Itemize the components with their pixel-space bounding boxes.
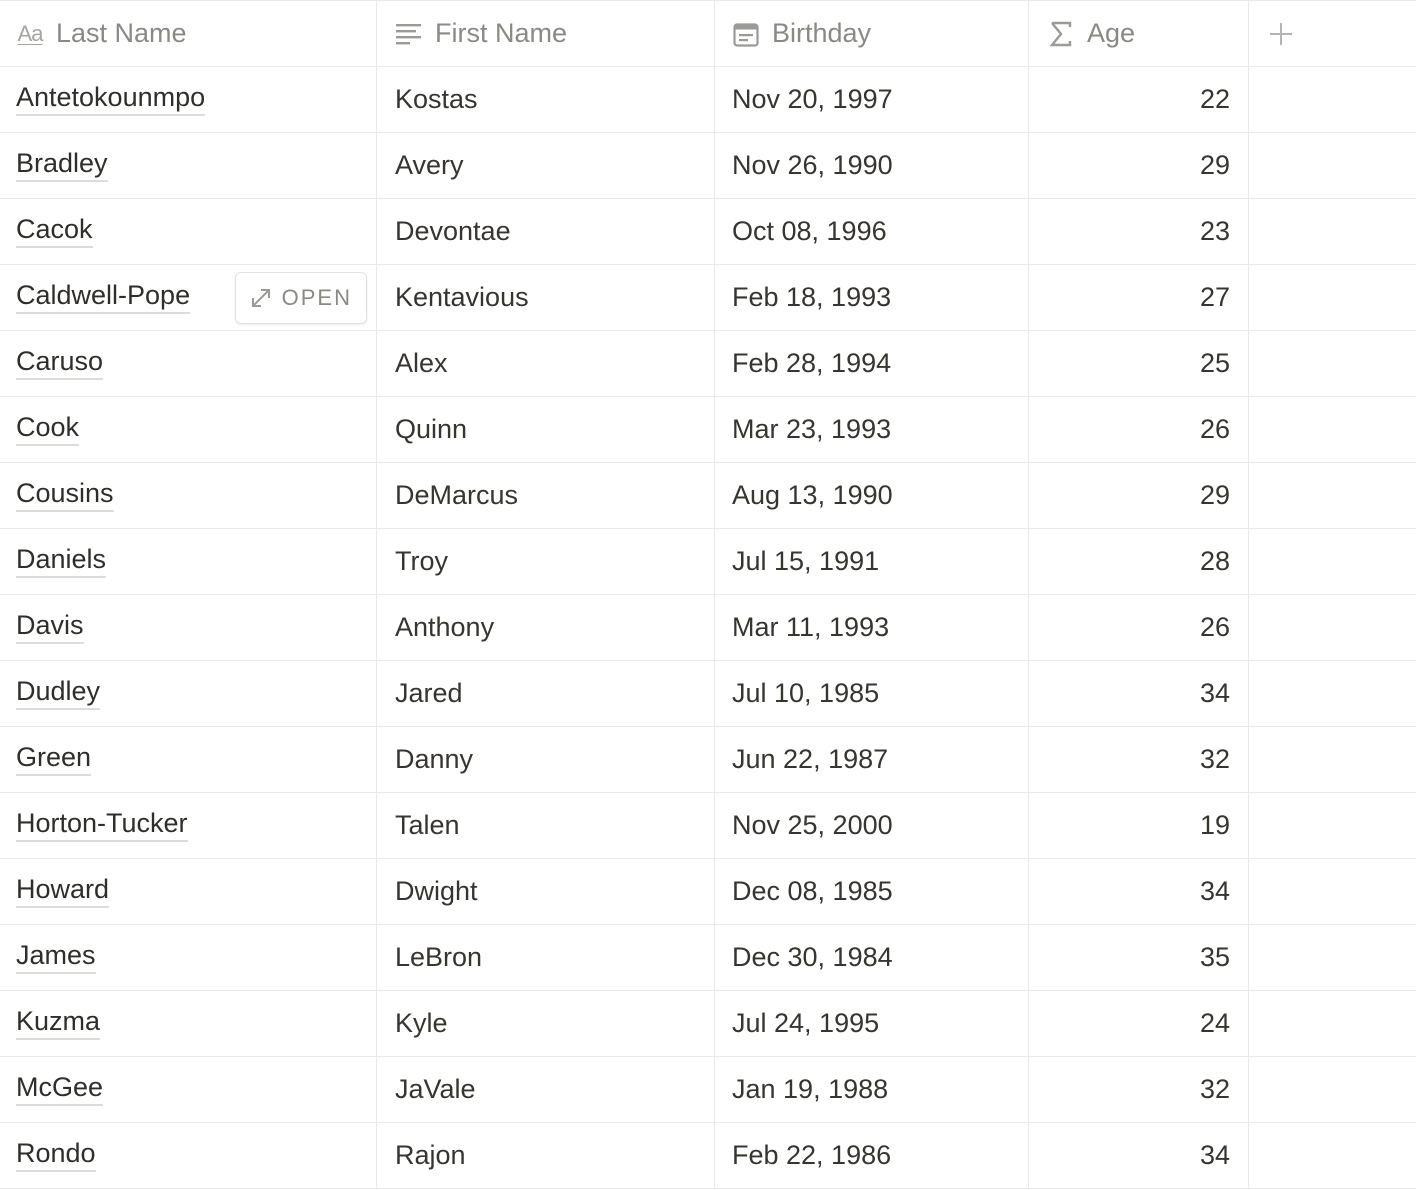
table-row[interactable] <box>0 397 1416 463</box>
cell-age[interactable] <box>1029 199 1249 264</box>
first-name-text: Devontae <box>395 215 511 246</box>
age-value: 32 <box>1199 1073 1230 1104</box>
column-header-last-name[interactable] <box>0 1 377 66</box>
column-header-label: Last Name <box>56 17 187 48</box>
cell-age[interactable] <box>1029 991 1249 1056</box>
table-row[interactable] <box>0 331 1416 397</box>
cell-age[interactable] <box>1029 859 1249 924</box>
cell-empty <box>1249 1123 1416 1188</box>
row-title-link[interactable]: Bradley <box>16 149 108 182</box>
cell-empty <box>1249 265 1416 330</box>
age-value: 19 <box>1199 809 1230 840</box>
birthday-text: Mar 11, 1993 <box>732 611 890 642</box>
column-header-age[interactable] <box>1029 1 1249 66</box>
age-value: 34 <box>1199 1139 1230 1170</box>
cell-empty <box>1249 925 1416 990</box>
first-name-text: Rajon <box>395 1139 466 1170</box>
birthday-text: Nov 26, 1990 <box>732 149 893 180</box>
first-name-text: Troy <box>395 545 448 576</box>
cell-birthday[interactable] <box>715 859 1029 924</box>
cell-empty <box>1249 67 1416 132</box>
birthday-text: Feb 28, 1994 <box>732 347 892 378</box>
cell-empty <box>1249 463 1416 528</box>
age-value: 25 <box>1199 347 1230 378</box>
table-row[interactable] <box>0 661 1416 727</box>
table-row[interactable] <box>0 991 1416 1057</box>
cell-age[interactable] <box>1029 595 1249 660</box>
cell-birthday[interactable] <box>715 727 1029 792</box>
table-row[interactable] <box>0 1057 1416 1123</box>
table-row[interactable] <box>0 199 1416 265</box>
first-name-text: Kentavious <box>395 281 529 312</box>
cell-birthday[interactable] <box>715 1057 1029 1122</box>
first-name-text: Alex <box>395 347 448 378</box>
age-value: 27 <box>1199 281 1230 312</box>
cell-first-name[interactable] <box>377 199 715 264</box>
cell-first-name[interactable] <box>377 661 715 726</box>
table-row[interactable] <box>0 727 1416 793</box>
cell-empty <box>1249 727 1416 792</box>
birthday-text: Jul 24, 1995 <box>732 1007 880 1038</box>
row-title-link[interactable]: Kuzma <box>16 1007 100 1040</box>
cell-birthday[interactable] <box>715 661 1029 726</box>
cell-first-name[interactable] <box>377 463 715 528</box>
first-name-text: Kostas <box>395 83 478 114</box>
open-page-button[interactable] <box>235 272 367 324</box>
age-value: 28 <box>1199 545 1230 576</box>
first-name-text: Dwight <box>395 875 478 906</box>
column-header-label: Age <box>1087 17 1136 48</box>
table-row[interactable] <box>0 463 1416 529</box>
plus-icon[interactable] <box>1269 22 1293 46</box>
add-column-button[interactable] <box>1249 1 1416 66</box>
cell-birthday[interactable] <box>715 67 1029 132</box>
cell-last-name[interactable] <box>0 991 377 1056</box>
cell-last-name[interactable] <box>0 133 377 198</box>
first-name-text: Anthony <box>395 611 495 642</box>
sigma-icon <box>1047 20 1075 48</box>
table-row[interactable] <box>0 925 1416 991</box>
table-row[interactable] <box>0 793 1416 859</box>
age-value: 29 <box>1199 149 1230 180</box>
cell-last-name[interactable] <box>0 727 377 792</box>
birthday-text: Jun 22, 1987 <box>732 743 889 774</box>
cell-first-name[interactable] <box>377 859 715 924</box>
cell-birthday[interactable] <box>715 991 1029 1056</box>
cell-first-name[interactable] <box>377 1123 715 1188</box>
cell-last-name[interactable] <box>0 859 377 924</box>
cell-birthday[interactable] <box>715 397 1029 462</box>
row-title-link[interactable]: McGee <box>16 1073 103 1106</box>
birthday-text: Feb 18, 1993 <box>732 281 892 312</box>
column-header-label: Birthday <box>772 17 872 48</box>
row-title-link[interactable]: Green <box>16 743 91 776</box>
first-name-text: Danny <box>395 743 474 774</box>
row-title-link[interactable]: Cousins <box>16 479 114 512</box>
birthday-text: Nov 25, 2000 <box>732 809 893 840</box>
row-title-link[interactable]: Daniels <box>16 545 106 578</box>
cell-first-name[interactable] <box>377 727 715 792</box>
cell-last-name[interactable] <box>0 595 377 660</box>
column-header-first-name[interactable] <box>377 1 715 66</box>
cell-last-name[interactable] <box>0 397 377 462</box>
first-name-text: Quinn <box>395 413 468 444</box>
row-title-link[interactable]: James <box>16 941 96 974</box>
cell-age[interactable] <box>1029 1057 1249 1122</box>
birthday-text: Nov 20, 1997 <box>732 83 893 114</box>
age-value: 22 <box>1199 83 1230 114</box>
table-row[interactable] <box>0 133 1416 199</box>
birthday-text: Mar 23, 1993 <box>732 413 892 444</box>
cell-birthday[interactable] <box>715 199 1029 264</box>
first-name-text: DeMarcus <box>395 479 519 510</box>
cell-first-name[interactable] <box>377 133 715 198</box>
cell-age[interactable] <box>1029 1123 1249 1188</box>
column-header-birthday[interactable] <box>715 1 1029 66</box>
cell-last-name[interactable] <box>0 661 377 726</box>
cell-empty <box>1249 133 1416 198</box>
cell-age[interactable] <box>1029 265 1249 330</box>
cell-birthday[interactable] <box>715 463 1029 528</box>
cell-empty <box>1249 661 1416 726</box>
row-title-link[interactable]: Dudley <box>16 677 100 710</box>
cell-first-name[interactable] <box>377 991 715 1056</box>
cell-first-name[interactable] <box>377 331 715 396</box>
open-button-label: OPEN <box>281 284 352 310</box>
age-value: 35 <box>1199 941 1230 972</box>
age-value: 34 <box>1199 875 1230 906</box>
cell-age[interactable] <box>1029 727 1249 792</box>
cell-last-name[interactable] <box>0 793 377 858</box>
cell-first-name[interactable] <box>377 1057 715 1122</box>
cell-birthday[interactable] <box>715 331 1029 396</box>
cell-first-name[interactable] <box>377 793 715 858</box>
first-name-text: JaVale <box>395 1073 476 1104</box>
table-row[interactable] <box>0 67 1416 133</box>
table-body <box>0 67 1416 1189</box>
cell-age[interactable] <box>1029 925 1249 990</box>
cell-age[interactable] <box>1029 529 1249 594</box>
title-property-icon: Aa <box>17 20 43 46</box>
cell-last-name[interactable] <box>0 265 377 330</box>
cell-empty <box>1249 1057 1416 1122</box>
age-value: 24 <box>1199 1007 1230 1038</box>
cell-birthday[interactable] <box>715 793 1029 858</box>
cell-age[interactable] <box>1029 661 1249 726</box>
cell-first-name[interactable] <box>377 595 715 660</box>
first-name-text: LeBron <box>395 941 483 972</box>
table-row[interactable] <box>0 595 1416 661</box>
row-title-link[interactable]: Antetokounmpo <box>16 83 205 116</box>
row-title-link[interactable]: Horton-Tucker <box>16 809 188 842</box>
row-title-link[interactable]: Davis <box>16 611 84 644</box>
cell-first-name[interactable] <box>377 529 715 594</box>
cell-birthday[interactable] <box>715 265 1029 330</box>
age-value: 29 <box>1199 479 1230 510</box>
cell-age[interactable] <box>1029 67 1249 132</box>
cell-last-name[interactable] <box>0 199 377 264</box>
row-title-link[interactable]: Cook <box>16 413 79 446</box>
cell-empty <box>1249 793 1416 858</box>
cell-age[interactable] <box>1029 463 1249 528</box>
cell-first-name[interactable] <box>377 67 715 132</box>
cell-age[interactable] <box>1029 397 1249 462</box>
first-name-text: Jared <box>395 677 463 708</box>
cell-age[interactable] <box>1029 793 1249 858</box>
cell-birthday[interactable] <box>715 925 1029 990</box>
cell-last-name[interactable] <box>0 925 377 990</box>
cell-birthday[interactable] <box>715 1123 1029 1188</box>
cell-first-name[interactable] <box>377 397 715 462</box>
cell-empty <box>1249 331 1416 396</box>
age-value: 26 <box>1199 611 1230 642</box>
cell-birthday[interactable] <box>715 133 1029 198</box>
cell-age[interactable] <box>1029 331 1249 396</box>
first-name-text: Talen <box>395 809 460 840</box>
cell-empty <box>1249 397 1416 462</box>
cell-empty <box>1249 991 1416 1056</box>
birthday-text: Jul 15, 1991 <box>732 545 880 576</box>
table-row[interactable] <box>0 529 1416 595</box>
birthday-text: Dec 08, 1985 <box>732 875 893 906</box>
cell-last-name[interactable] <box>0 1057 377 1122</box>
birthday-text: Jul 10, 1985 <box>732 677 880 708</box>
cell-birthday[interactable] <box>715 595 1029 660</box>
birthday-text: Oct 08, 1996 <box>732 215 887 246</box>
cell-empty <box>1249 859 1416 924</box>
birthday-text: Dec 30, 1984 <box>732 941 893 972</box>
row-title-link[interactable]: Howard <box>16 875 109 908</box>
birthday-text: Jan 19, 1988 <box>732 1073 889 1104</box>
text-lines-icon <box>395 20 423 48</box>
expand-arrow-icon <box>250 287 272 309</box>
first-name-text: Avery <box>395 149 464 180</box>
row-title-link[interactable]: Rondo <box>16 1139 96 1172</box>
cell-last-name[interactable] <box>0 67 377 132</box>
cell-last-name[interactable] <box>0 1123 377 1188</box>
cell-first-name[interactable] <box>377 925 715 990</box>
table-row[interactable] <box>0 1123 1416 1189</box>
cell-birthday[interactable] <box>715 529 1029 594</box>
birthday-text: Aug 13, 1990 <box>732 479 893 510</box>
cell-empty <box>1249 199 1416 264</box>
age-value: 23 <box>1199 215 1230 246</box>
birthday-text: Feb 22, 1986 <box>732 1139 892 1170</box>
table-row[interactable] <box>0 859 1416 925</box>
first-name-text: Kyle <box>395 1007 448 1038</box>
column-header-label: First Name <box>435 17 568 48</box>
age-value: 34 <box>1199 677 1230 708</box>
row-title-link[interactable]: Cacok <box>16 215 93 248</box>
age-value: 32 <box>1199 743 1230 774</box>
cell-age[interactable] <box>1029 133 1249 198</box>
calendar-icon <box>732 20 760 48</box>
cell-last-name[interactable] <box>0 463 377 528</box>
row-title-link[interactable]: Caruso <box>16 347 103 380</box>
row-title-link[interactable]: Caldwell-Pope <box>16 281 190 314</box>
cell-first-name[interactable] <box>377 265 715 330</box>
cell-empty <box>1249 595 1416 660</box>
table-row[interactable] <box>0 265 1416 331</box>
cell-last-name[interactable] <box>0 529 377 594</box>
age-value: 26 <box>1199 413 1230 444</box>
table-header <box>0 0 1416 67</box>
cell-empty <box>1249 529 1416 594</box>
cell-last-name[interactable] <box>0 331 377 396</box>
